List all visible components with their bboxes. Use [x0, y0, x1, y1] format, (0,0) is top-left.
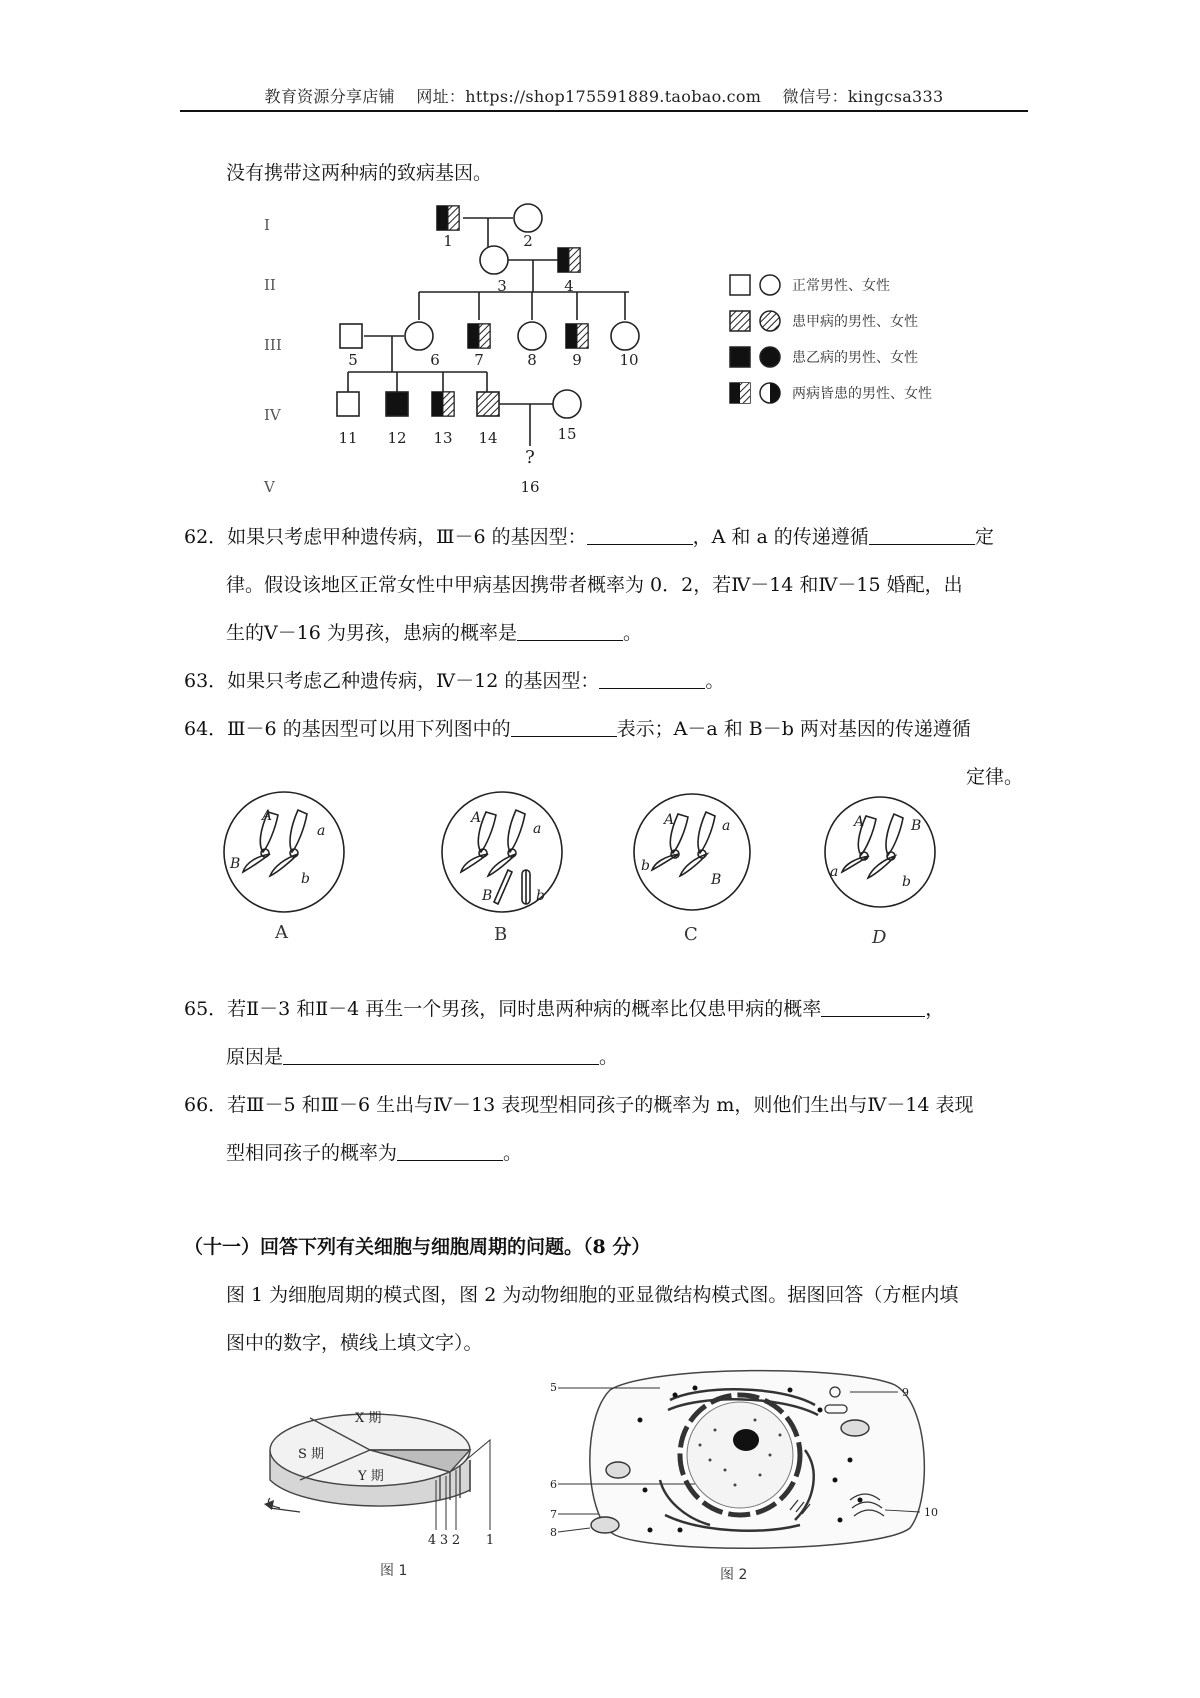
individual-1: [437, 206, 459, 230]
num-14: 14: [478, 429, 498, 447]
individual-15: [553, 390, 581, 418]
cell-caption-A: A: [275, 922, 288, 943]
q62-line3: [226, 620, 642, 646]
q66-line1: 66．若Ⅲ－5 和Ⅲ－6 生出与Ⅳ－13 表现型相同孩子的概率为 m，则他们生出与Ⅳ－14 表现: [184, 1094, 974, 1116]
individual-8: [518, 322, 546, 350]
q64-line2: 定律。: [966, 766, 1024, 788]
num-6: 6: [430, 351, 440, 369]
legend-disease-b: 患乙病的男性、女性: [792, 350, 918, 366]
cellB-label-a: a: [533, 821, 542, 837]
cellD-label-b: b: [902, 874, 911, 890]
individual-4: [558, 248, 580, 272]
cellA-label-B: B: [230, 856, 241, 872]
animal-cell-figure: [550, 1360, 960, 1560]
q62-line2: 律。假设该地区正常女性中甲病基因携带者概率为 0．2，若Ⅳ－14 和Ⅳ－15 婚配，出: [226, 574, 963, 596]
fig2-label-5: 5: [550, 1381, 557, 1394]
individual-3: [480, 246, 508, 274]
gen-label-II: II: [264, 276, 276, 294]
fig1-num-4: 4: [427, 1533, 437, 1548]
shop-url: 网址：https://shop175591889.taobao.com: [416, 87, 762, 106]
q65-blank-comparison[interactable]: [821, 996, 925, 1017]
cellD-label-A: A: [854, 814, 865, 830]
fig1-caption: 图 1: [380, 1563, 408, 1579]
cellD-label-B: B: [911, 818, 922, 834]
cellB-label-B: B: [482, 888, 493, 904]
individual-14: [477, 392, 499, 416]
cell-caption-B: B: [494, 924, 508, 945]
gen-label-IV: IV: [264, 406, 281, 424]
num-15: 15: [557, 425, 577, 443]
q62-line1: [184, 524, 994, 550]
fig1-num-2: 2: [451, 1533, 461, 1548]
q64-blank-figure[interactable]: [511, 716, 617, 737]
q63-line: [184, 668, 724, 694]
q64-text-2: 表示；A－a 和 B－b 两对基因的传递遵循: [616, 718, 971, 740]
cell-caption-C: C: [684, 924, 698, 945]
num-8: 8: [527, 351, 537, 369]
fig1-num-1: 1: [485, 1533, 495, 1548]
cell-caption-D: D: [872, 927, 887, 948]
q65-line1: [184, 996, 944, 1022]
cellC-label-B: B: [711, 872, 722, 888]
num-10: 10: [619, 351, 639, 369]
individual-13: [432, 392, 454, 416]
num-7: 7: [474, 351, 484, 369]
phase-y-label: Y 期: [358, 1469, 384, 1484]
num-9: 9: [572, 351, 582, 369]
q62-text-1: 62．如果只考虑甲种遗传病，Ⅲ－6 的基因型：: [184, 526, 587, 548]
cellC-label-b: b: [641, 858, 650, 874]
legend-disease-a: 患甲病的男性、女性: [792, 314, 918, 330]
cellD-label-a: a: [830, 864, 839, 880]
num-4: 4: [564, 277, 574, 295]
q65-text-3: 原因是: [226, 1046, 284, 1068]
fig1-num-3: 3: [439, 1533, 449, 1548]
fig2-label-7: 7: [550, 1508, 557, 1521]
q66-text-2: 。: [503, 1142, 523, 1164]
cellB-label-b: b: [536, 888, 545, 904]
individual-9: [566, 324, 588, 348]
num-16: 16: [520, 478, 540, 496]
q62-blank-law[interactable]: [869, 524, 975, 545]
wechat-id: 微信号：kingcsa333: [782, 87, 944, 106]
q65-line2: [226, 1044, 618, 1070]
legend-both: 两病皆患的男性、女性: [792, 386, 932, 402]
legend-normal: 正常男性、女性: [792, 278, 890, 294]
individual-11: [337, 392, 359, 416]
phase-s-label: S 期: [298, 1447, 325, 1462]
fig2-label-9: 9: [902, 1386, 909, 1399]
num-1: 1: [443, 232, 453, 250]
q62-blank-probability[interactable]: [517, 620, 623, 641]
section11-para-line1: 图 1 为细胞周期的模式图，图 2 为动物细胞的亚显微结构模式图。据图回答（方框内填: [226, 1284, 959, 1306]
cellA-label-A: A: [262, 808, 273, 824]
individual-5: [340, 324, 362, 348]
q63-blank-genotype[interactable]: [599, 668, 705, 689]
cell-cycle-figure: [240, 1380, 540, 1550]
num-3: 3: [497, 277, 507, 295]
q64-line1: [184, 716, 971, 742]
num-12: 12: [387, 429, 407, 447]
shop-name: 教育资源分享店铺: [264, 87, 395, 106]
q62-text-4: 生的Ⅴ－16 为男孩，患病的概率是: [226, 622, 517, 644]
gen-label-I: I: [264, 216, 270, 234]
q64-text-1: 64．Ⅲ－6 的基因型可以用下列图中的: [184, 718, 511, 740]
num-11: 11: [338, 429, 358, 447]
q62-blank-genotype[interactable]: [587, 524, 693, 545]
q65-blank-reason[interactable]: [283, 1044, 599, 1065]
num-13: 13: [433, 429, 453, 447]
q63-text-1: 63．如果只考虑乙种遗传病，Ⅳ－12 的基因型：: [184, 670, 600, 692]
fig2-caption: 图 2: [720, 1567, 748, 1583]
individual-2: [514, 204, 542, 232]
q62-text-3: 定: [974, 526, 994, 548]
individual-12: [386, 392, 408, 416]
q63-text-2: 。: [705, 670, 725, 692]
q66-text-1: 型相同孩子的概率为: [226, 1142, 398, 1164]
q65-text-4: 。: [599, 1046, 619, 1068]
q65-text-1: 65．若Ⅱ－3 和Ⅱ－4 再生一个男孩，同时患两种病的概率比仅患甲病的概率: [184, 998, 822, 1020]
q62-text-2: ，A 和 a 的传递遵循: [692, 526, 869, 548]
fig2-label-8: 8: [550, 1526, 557, 1539]
phase-x-label: X 期: [355, 1411, 382, 1426]
num-2: 2: [523, 232, 533, 250]
cellC-label-a: a: [722, 818, 731, 834]
pedigree-chart: [0, 0, 1200, 520]
cellC-label-A: A: [664, 812, 675, 828]
fig2-label-6: 6: [550, 1478, 557, 1491]
gen-label-V: V: [264, 478, 275, 496]
q66-blank-probability[interactable]: [397, 1140, 503, 1161]
gen-label-III: III: [264, 336, 282, 354]
cellB-label-A: A: [471, 810, 482, 826]
q66-line2: [226, 1140, 522, 1166]
fig2-label-10: 10: [924, 1506, 938, 1519]
individual-7: [468, 324, 490, 348]
intro-line: 没有携带这两种病的致病基因。: [226, 162, 493, 184]
cellA-label-b: b: [301, 871, 310, 887]
section11-para-line2: 图中的数字，横线上填文字）。: [226, 1332, 483, 1354]
section11-title: （十一）回答下列有关细胞与细胞周期的问题。（8 分）: [184, 1236, 651, 1258]
unknown-16-mark: ?: [525, 447, 535, 468]
pedigree-legend: [730, 275, 932, 403]
q62-text-5: 。: [622, 622, 642, 644]
chromosome-cell-diagrams: [0, 790, 1200, 960]
individual-6: [405, 322, 433, 350]
num-5: 5: [348, 351, 358, 369]
individual-10: [611, 322, 639, 350]
q65-text-2: ，: [925, 998, 945, 1020]
cellA-label-a: a: [317, 823, 326, 839]
